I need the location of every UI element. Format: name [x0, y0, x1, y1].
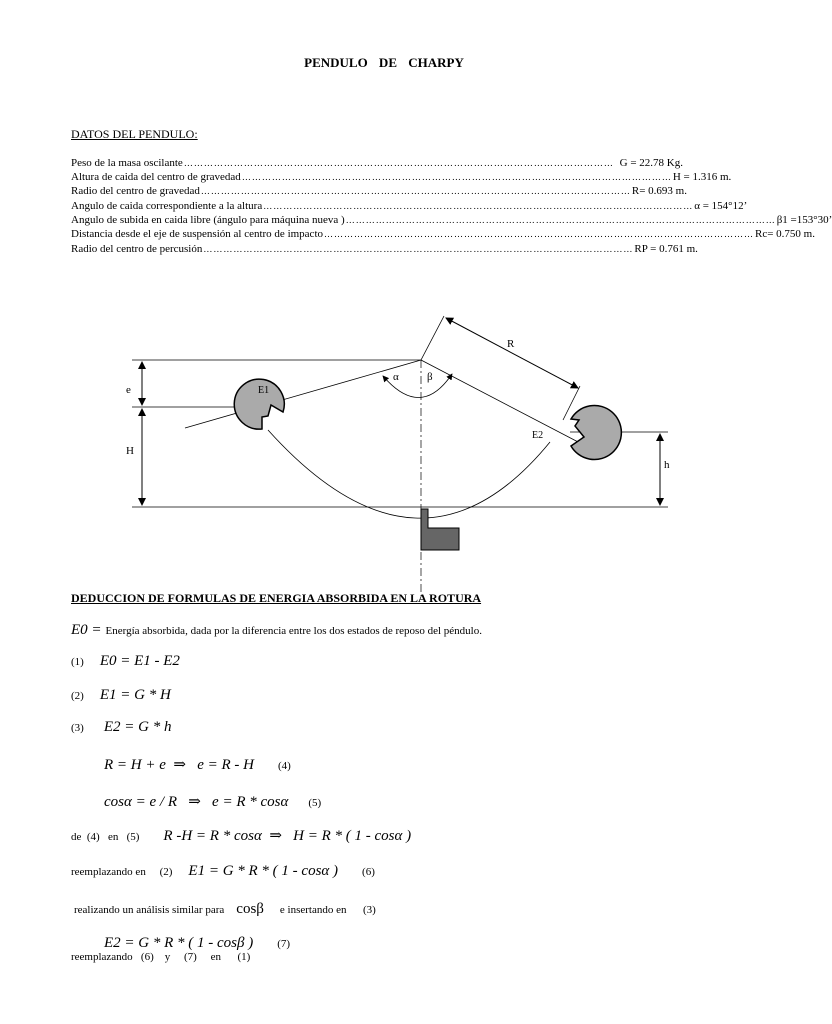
r-extension-top: [421, 316, 444, 360]
datos-value: RP = 0.761 m.: [634, 243, 698, 255]
eq-text: E0 = E1 - E2: [99, 653, 180, 669]
equation-7: [104, 934, 290, 952]
eq-text: E2 = G * R * ( 1 - cosβ ): [104, 935, 254, 951]
sub-text: reemplazando en (2): [71, 866, 173, 878]
dot-leader: …………………………………………………………………………………………………………………: [200, 186, 631, 196]
eq-text: R -H = R * cosα ⇒ H = R * ( 1 - cosα ): [163, 828, 412, 844]
label-R: R: [507, 338, 515, 350]
dot-leader: …………………………………………………………………………………………………………………: [324, 229, 754, 239]
arm-left: [185, 360, 421, 428]
hammer-right: [571, 405, 621, 459]
label-h: h: [664, 459, 670, 471]
sub-text: de (4) en (5): [71, 831, 140, 843]
datos-value: α = 154°12’: [694, 200, 748, 212]
eq-number: (1): [71, 656, 84, 668]
eq-number: (2): [71, 690, 84, 702]
pendulum-diagram: [0, 300, 768, 600]
eq-number: (3): [71, 722, 84, 734]
datos-row: [71, 241, 698, 255]
datos-row: [71, 183, 687, 197]
dot-leader: …………………………………………………………………………………………………………………: [183, 158, 614, 168]
datos-label: Angulo de caida correspondiente a la altura: [71, 200, 263, 212]
eq-number: (6): [362, 866, 375, 878]
datos-label: Angulo de subida en caida libre (ángulo para máquina nueva ): [71, 214, 345, 226]
equation-1: [71, 652, 180, 670]
r-dimension-line: [446, 318, 578, 388]
dot-leader: …………………………………………………………………………………………………………………: [203, 244, 634, 254]
eq-text: E1 = G * H: [99, 687, 171, 703]
equation-2: [71, 686, 171, 704]
eq-text: E2 = G * h: [103, 719, 172, 735]
label-alpha: α: [393, 371, 399, 383]
equation-3: [71, 718, 171, 736]
datos-row: [71, 169, 732, 183]
datos-row: [71, 198, 748, 212]
datos-value: Rc= 0.750 m.: [755, 228, 815, 240]
page-title: PENDULO DE CHARPY: [304, 55, 464, 70]
swing-arc: [268, 430, 550, 518]
datos-label: Radio del centro de gravedad: [71, 185, 200, 197]
equation-6: [71, 862, 375, 880]
eq-number: (4): [278, 760, 291, 772]
label-E1: E1: [258, 385, 270, 396]
eq-text: R = H + e ⇒ e = R - H: [104, 757, 254, 773]
datos-label: Peso de la masa oscilante: [71, 157, 183, 169]
datos-heading: DATOS DEL PENDULO:: [71, 127, 198, 141]
sub-text: realizando un análisis similar para: [74, 904, 225, 916]
analysis-line: [74, 900, 376, 918]
e0-definition: [71, 621, 482, 639]
datos-value: G = 22.78 Kg.: [619, 157, 683, 169]
datos-label: Radio del centro de percusión: [71, 243, 203, 255]
dot-leader: …………………………………………………………………………………………………………………: [345, 215, 776, 225]
e0-text: Energía absorbida, dada por la diferencia entre los dos estados de reposo del péndulo.: [105, 625, 482, 637]
datos-value: H = 1.316 m.: [672, 171, 732, 183]
label-E2: E2: [532, 430, 544, 441]
datos-label: Distancia desde el eje de suspensión al centro de impacto: [71, 228, 323, 240]
eq-number: (7): [277, 938, 291, 950]
datos-row: [71, 226, 815, 240]
eq-number: (5): [308, 797, 322, 809]
datos-value: β1 =153°30’: [776, 214, 832, 226]
final-line: reemplazando (6) y (7) en (1): [71, 951, 251, 963]
datos-value: R= 0.693 m.: [631, 185, 687, 197]
deduccion-heading: DEDUCCION DE FORMULAS DE ENERGIA ABSORBIDA EN LA ROTURA: [71, 591, 482, 605]
equation-4: [104, 755, 291, 774]
cos-beta: cosβ: [236, 901, 264, 917]
label-e: e: [126, 384, 131, 396]
datos-row: [71, 155, 683, 169]
equation-5: [104, 792, 321, 811]
specimen-anvil: [421, 509, 459, 550]
dot-leader: …………………………………………………………………………………………………………………: [263, 201, 694, 211]
datos-label: Altura de caida del centro de gravedad: [71, 171, 241, 183]
label-beta: β: [427, 371, 433, 383]
datos-row: [71, 212, 832, 226]
label-H: H: [126, 445, 134, 457]
substitution-line: [71, 826, 411, 845]
eq-text: E1 = G * R * ( 1 - cosα ): [188, 863, 339, 879]
e0-symbol: E0 =: [71, 622, 102, 638]
dot-leader: …………………………………………………………………………………………………………………: [241, 172, 672, 182]
eq-text: cosα = e / R ⇒ e = R * cosα: [104, 794, 289, 810]
sub-text: e insertando en (3): [279, 904, 376, 916]
